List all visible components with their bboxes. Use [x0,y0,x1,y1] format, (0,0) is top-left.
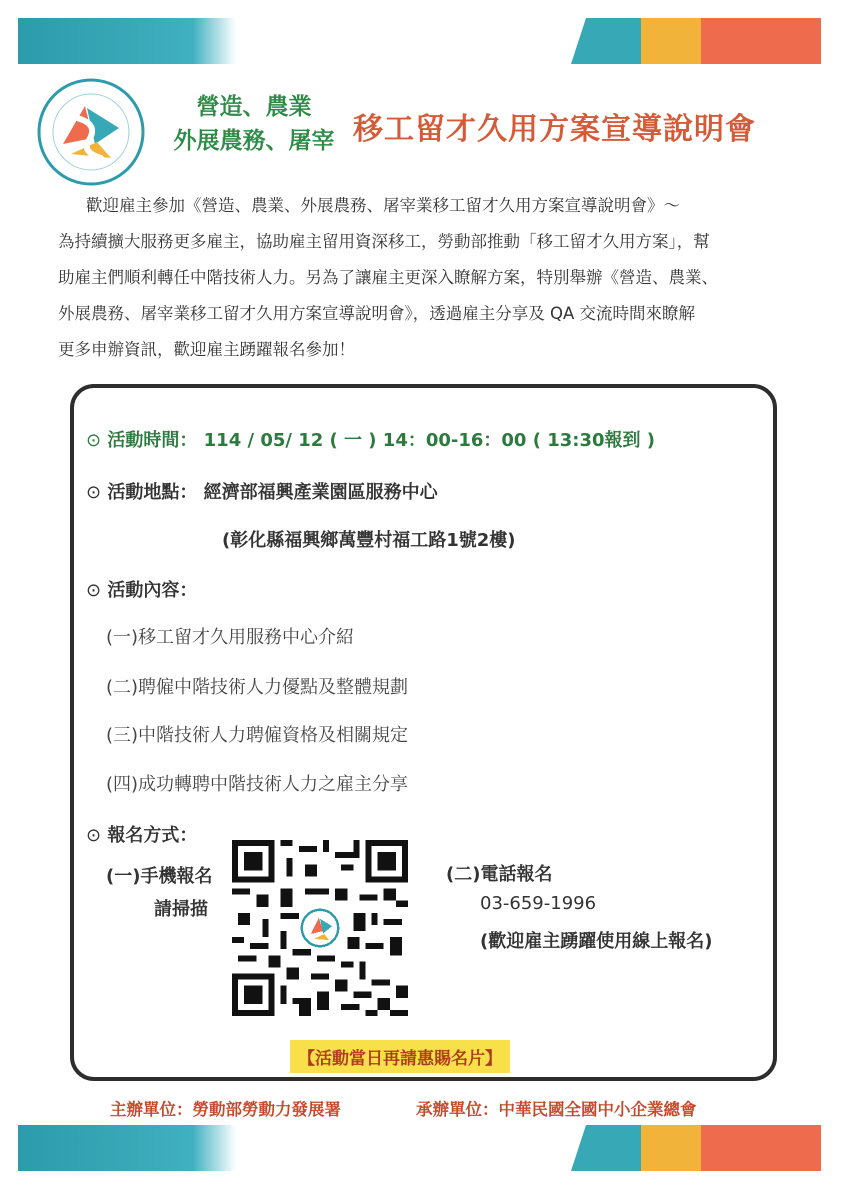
signup-qr-code-icon[interactable] [232,840,408,1016]
top-left-color-band [18,18,236,64]
intro-line-5: 更多申辦資訊，歡迎雇主踴躍報名參加！ [58,340,355,359]
bullet-icon: ⊙ [86,430,102,451]
intro-line-4: 外展農務、屠宰業移工留才久用方案宣導說明會》，透過雇主分享及 QA 交流時間來瞭解 [58,304,696,323]
bottom-left-color-band [18,1125,236,1171]
intro-paragraph [58,188,808,368]
subtitle-line-1: 營造、農業 [196,94,312,120]
phone-signup-label: (二)電話報名 [446,864,553,885]
content-item-2: (二)聘僱中階技術人力優點及整體規劃 [106,677,409,698]
subtitle-line-2: 外展農務、屠宰 [173,128,335,154]
mobile-signup-label: (一)手機報名 [106,866,213,887]
subtitle [163,90,345,158]
intro-line-1: 歡迎雇主參加《營造、農業、外展農務、屠宰業移工留才久用方案宣導說明會》～ [86,196,680,215]
mobile-signup-hint: 請掃描 [154,899,208,920]
event-location-row [86,478,438,504]
bullet-icon: ⊙ [86,580,102,601]
content-item-4: (四)成功轉聘中階技術人力之雇主分享 [106,774,409,795]
signup-row [86,821,197,847]
event-content-label: 活動內容： [107,580,198,601]
event-location-value: 經濟部福興產業園區服務中心 [203,482,438,503]
intro-line-2: 為持續擴大服務更多雇主，協助雇主留用資深移工，勞動部推動「移工留才久用方案」，幫 [58,232,710,251]
intro-line-3: 助雇主們順利轉任中階技術人力。另為了讓雇主更深入瞭解方案，特別舉辦《營造、農業、 [58,268,718,287]
event-content-row [86,576,197,602]
content-item-1: (一)移工留才久用服務中心介紹 [106,627,355,648]
bullet-icon: ⊙ [86,482,102,503]
event-time-value: 114 / 05/ 12 ( 一 ) 14：00-16：00 ( 13:30報到 ) [203,430,656,451]
migrant-workers-service-center-logo-icon [37,78,145,186]
event-location-address: (彰化縣福興鄉萬豐村福工路1號2樓) [222,530,516,551]
bottom-right-color-band [571,1125,821,1171]
event-time-row [86,426,655,452]
phone-number[interactable]: 03-659-1996 [480,893,597,914]
content-item-3: (三)中階技術人力聘僱資格及相關規定 [106,725,409,746]
organizer-text: 主辦單位：勞動部勞動力發展署 [110,1100,341,1119]
phone-note: (歡迎雇主踴躍使用線上報名) [480,931,713,952]
main-title: 移工留才久用方案宣導說明會 [353,112,756,147]
reminder-badge: 【活動當日再請惠賜名片】 [290,1040,510,1073]
co-organizer-text: 承辦單位：中華民國全國中小企業總會 [416,1100,697,1119]
signup-label: 報名方式： [107,825,198,846]
event-location-label: 活動地點： [107,482,198,503]
event-time-label: 活動時間： [107,430,198,451]
top-right-color-band [571,18,821,64]
bullet-icon: ⊙ [86,825,102,846]
